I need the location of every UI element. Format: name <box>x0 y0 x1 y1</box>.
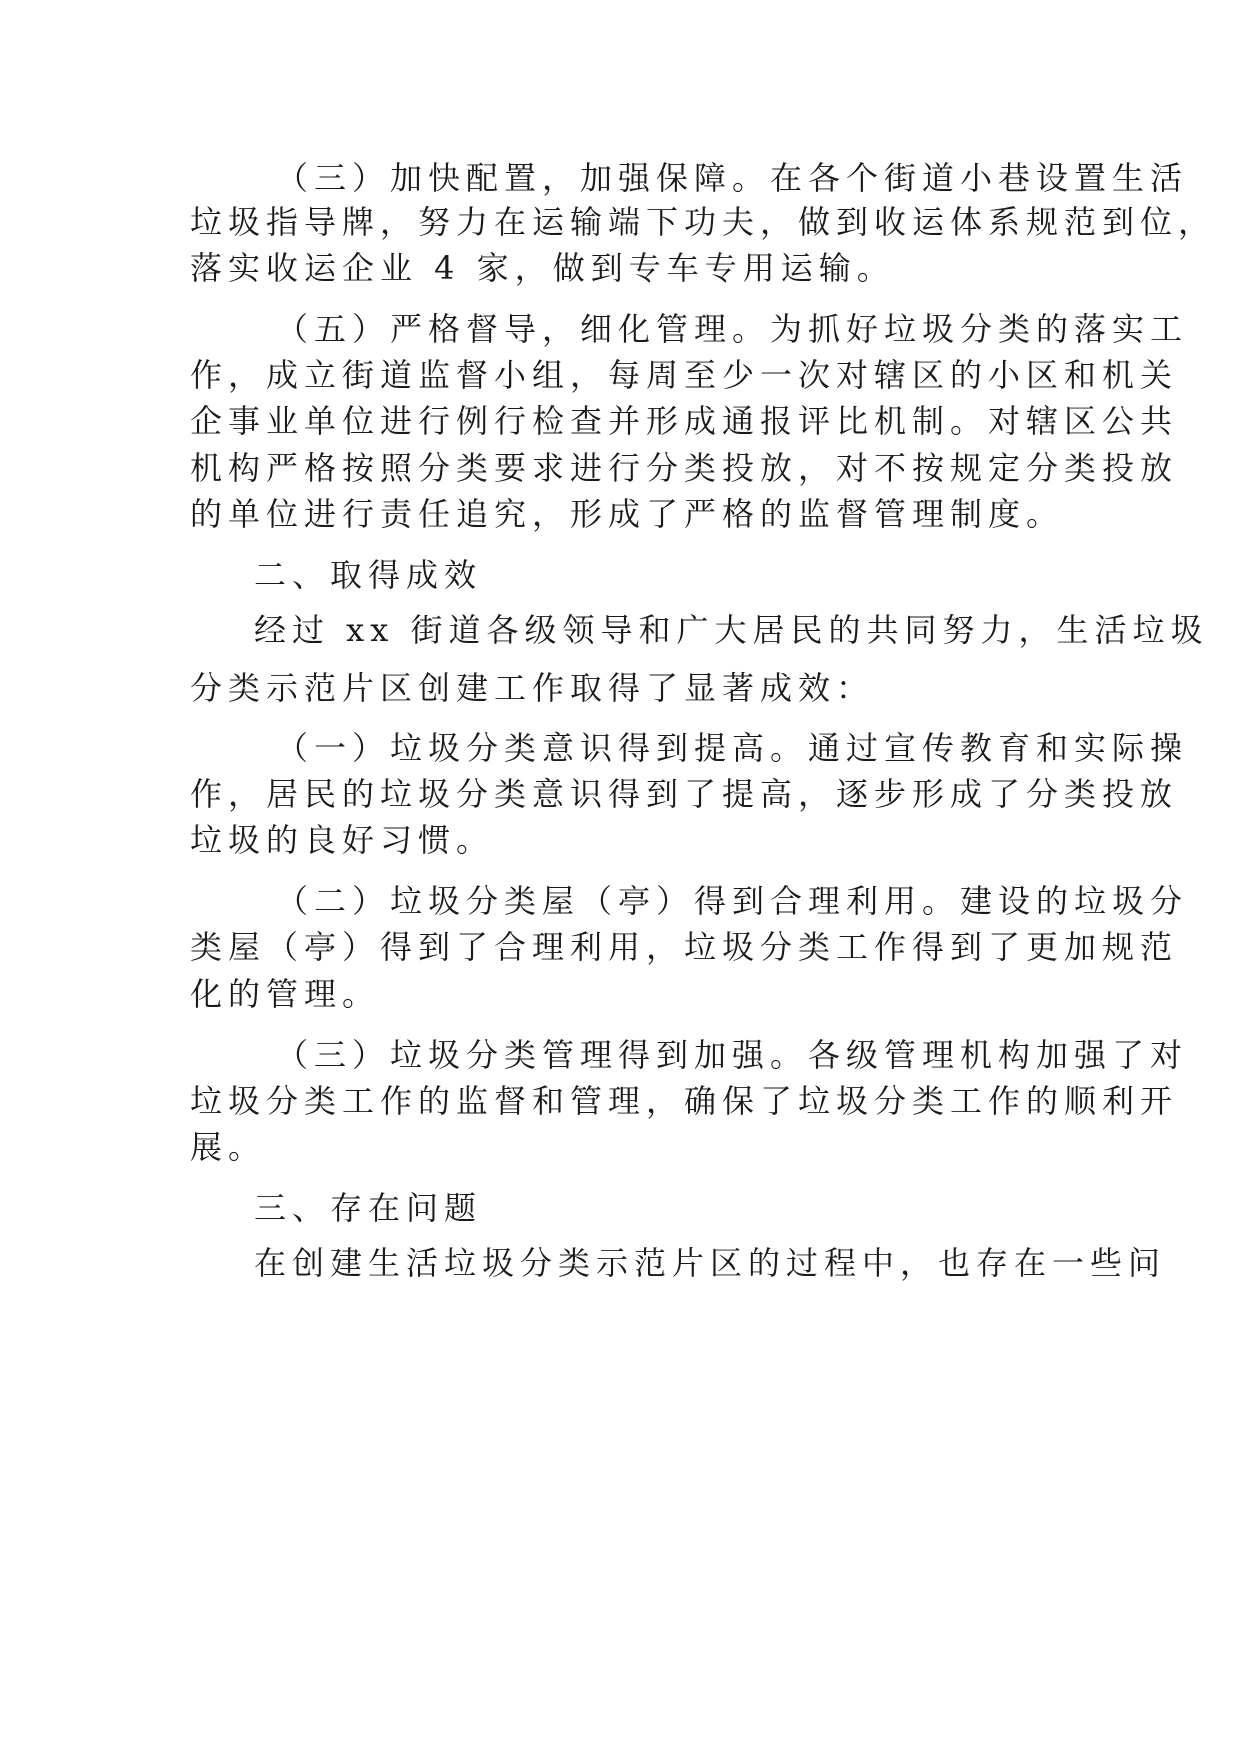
text-line: 垃圾分类工作的监督和管理，确保了垃圾分类工作的顺利开 <box>190 1082 1179 1120</box>
text-line: （二）垃圾分类屋（亭）得到合理利用。建设的垃圾分 <box>276 882 1189 920</box>
text-line: （五）严格督导，细化管理。为抓好垃圾分类的落实工 <box>276 310 1189 348</box>
text-line: 在创建生活垃圾分类示范片区的过程中，也存在一些问 <box>254 1244 1167 1282</box>
text-line: （三）垃圾分类管理得到加强。各级管理机构加强了对 <box>276 1036 1189 1074</box>
text-line: 机构严格按照分类要求进行分类投放，对不按规定分类投放 <box>190 449 1179 487</box>
text-line: （一）垃圾分类意识得到提高。通过宣传教育和实际操 <box>276 729 1189 767</box>
text-line: 类屋（亭）得到了合理利用，垃圾分类工作得到了更加规范 <box>190 928 1179 966</box>
text-line: 展。 <box>190 1128 267 1166</box>
section-heading-existing-problems: 三、存在问题 <box>254 1189 483 1227</box>
text-line: 落实收运企业 4 家，做到专车专用运输。 <box>190 249 895 287</box>
text-line: 化的管理。 <box>190 975 381 1013</box>
text-line: 经过 xx 街道各级领导和广大居民的共同努力，生活垃圾 <box>254 611 1209 649</box>
text-line: 作，居民的垃圾分类意识得到了提高，逐步形成了分类投放 <box>190 775 1179 813</box>
text-line: 垃圾指导牌，努力在运输端下功夫，做到收运体系规范到位， <box>190 203 1217 241</box>
text-line: 的单位进行责任追究，形成了严格的监督管理制度。 <box>190 495 1065 533</box>
text-line: 作，成立街道监督小组，每周至少一次对辖区的小区和机关 <box>190 356 1179 394</box>
section-heading-achievements: 二、取得成效 <box>254 556 483 594</box>
text-line: 企事业单位进行例行检查并形成通报评比机制。对辖区公共 <box>190 402 1179 440</box>
text-line: 分类示范片区创建工作取得了显著成效： <box>190 669 875 707</box>
text-line: 垃圾的良好习惯。 <box>190 821 495 859</box>
text-line: （三）加快配置，加强保障。在各个街道小巷设置生活 <box>276 159 1189 197</box>
